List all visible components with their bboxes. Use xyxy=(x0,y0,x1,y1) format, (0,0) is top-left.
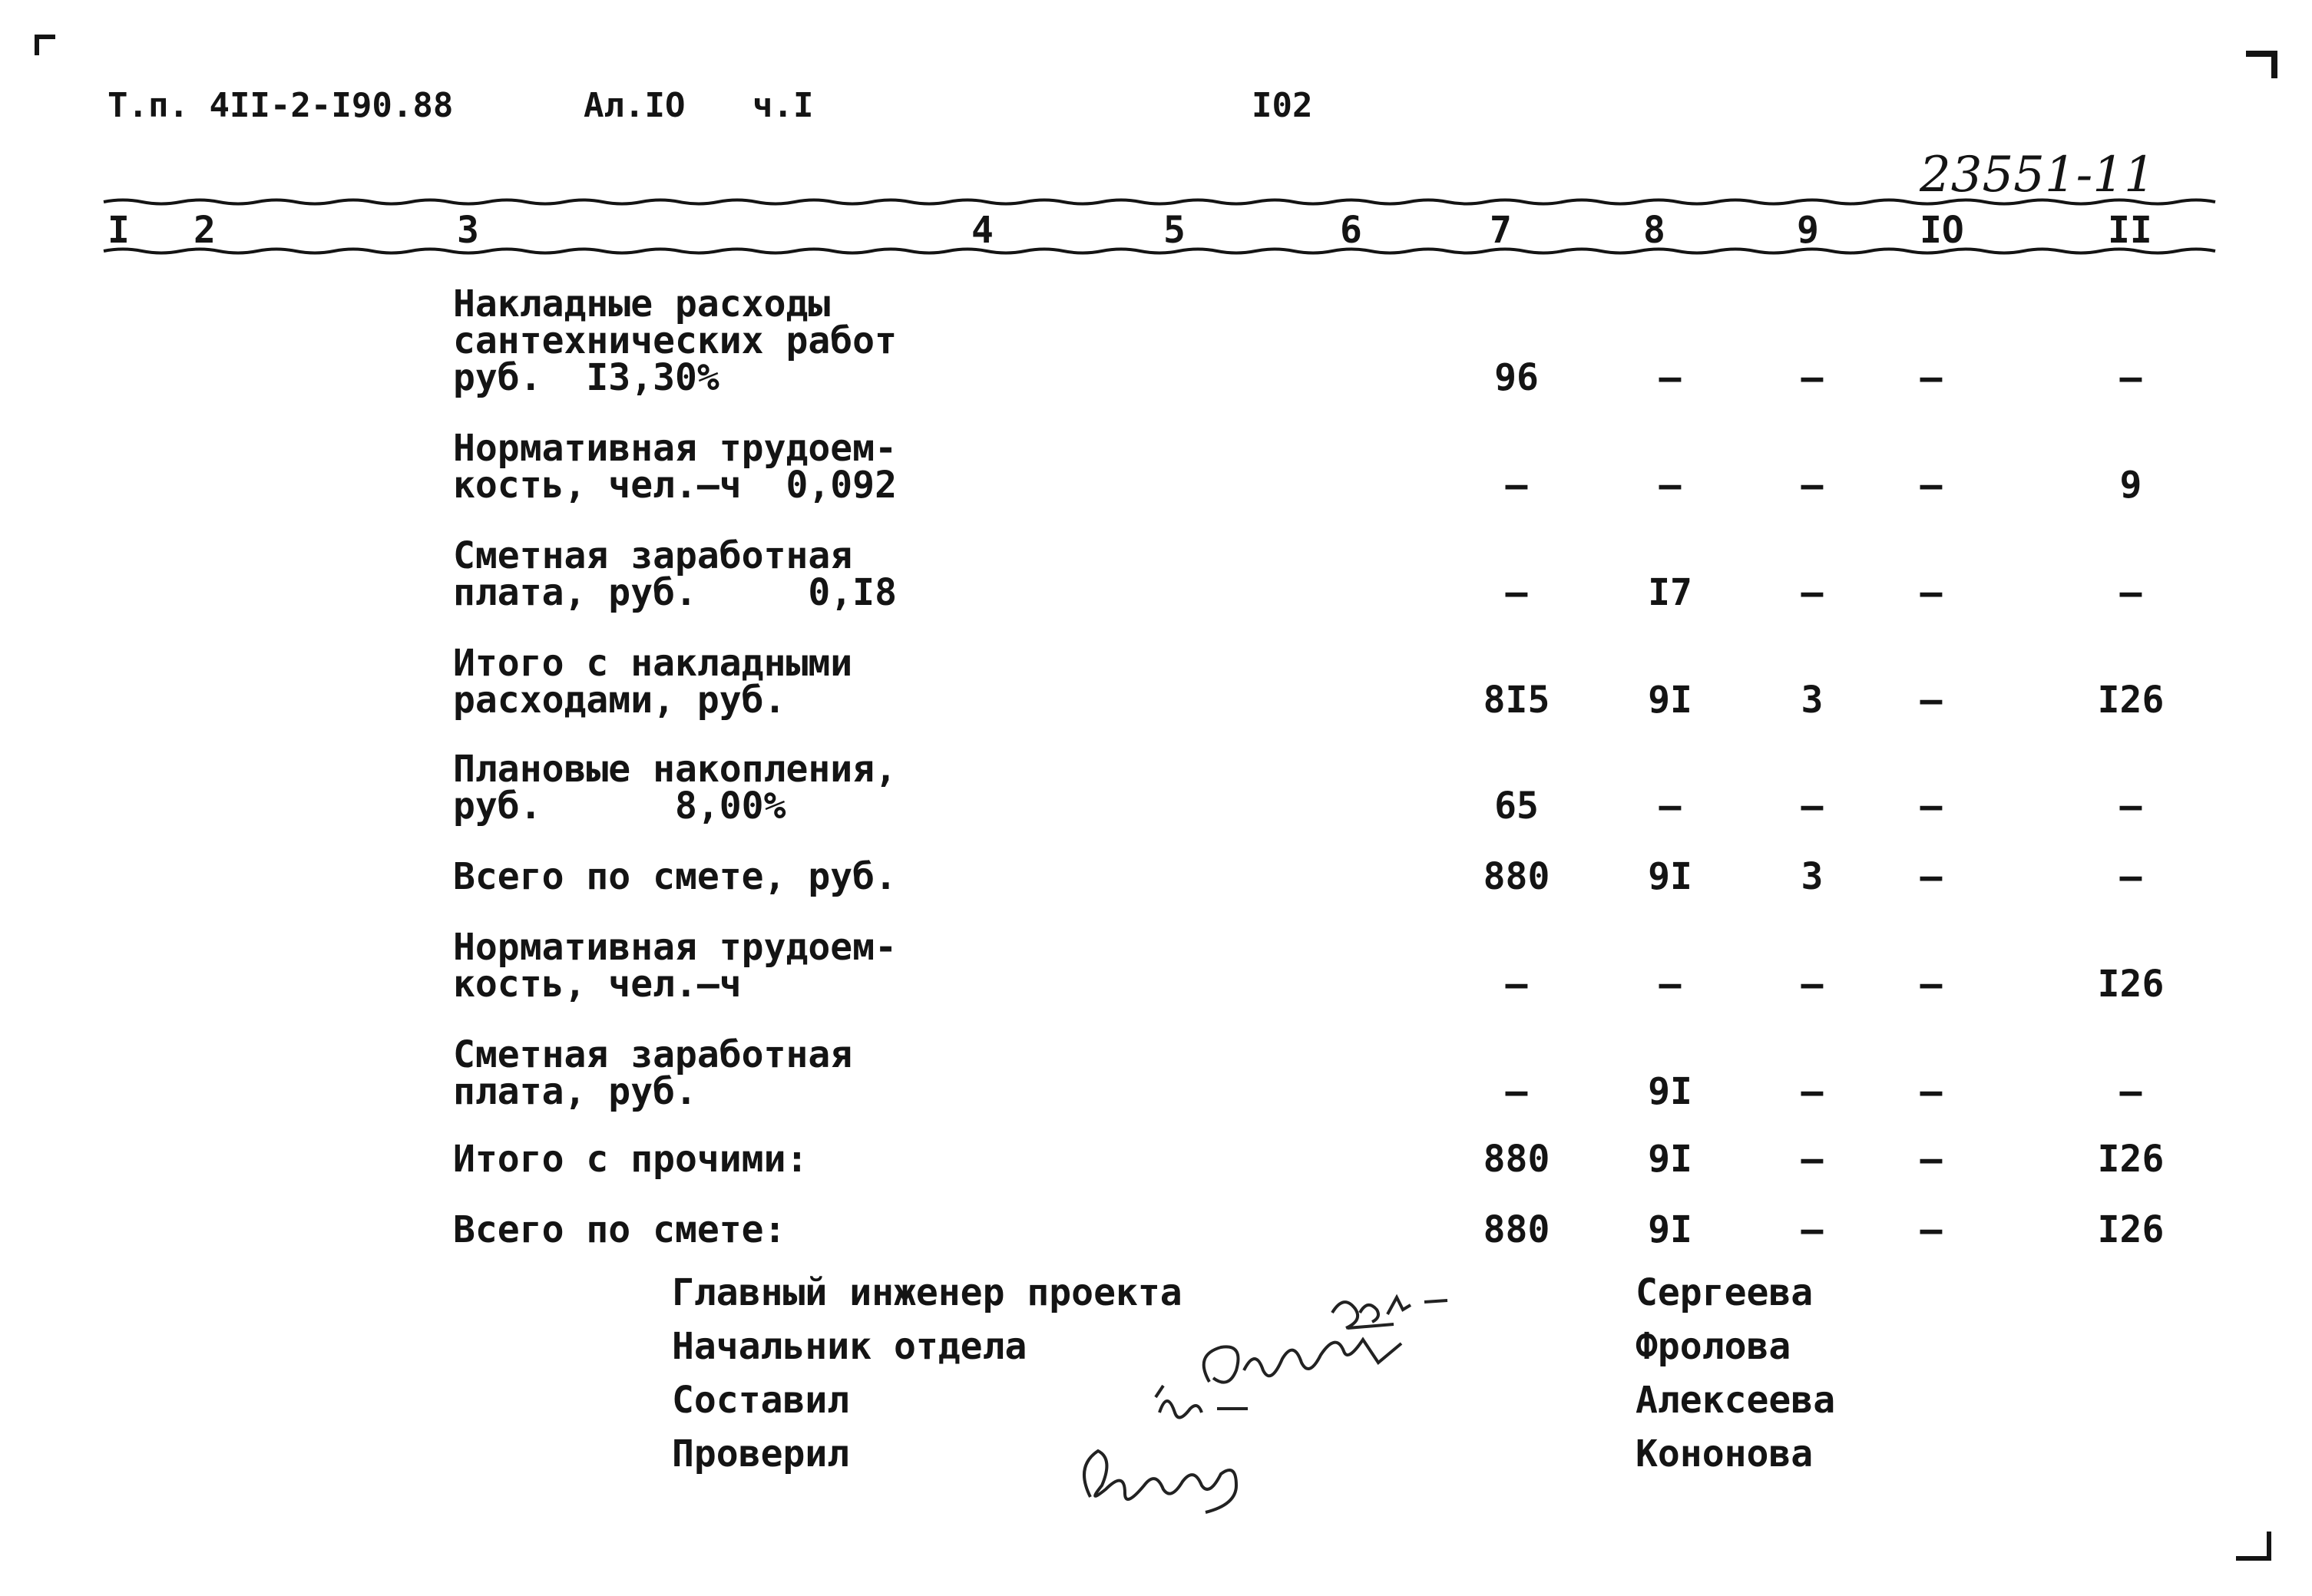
col-number-2: 2 xyxy=(193,209,216,252)
signature-head-of-department xyxy=(1204,1324,1401,1383)
cell-col9: 3 xyxy=(1801,855,1824,898)
cell-col10: – xyxy=(1920,679,1943,722)
row-label-line: Сметная заработная xyxy=(453,534,853,577)
cell-col11: – xyxy=(2119,785,2142,828)
signature-role: Составил xyxy=(672,1379,850,1422)
cell-col10: – xyxy=(1920,855,1943,898)
signature-name: Алексеева xyxy=(1636,1379,1836,1422)
cell-col9: – xyxy=(1801,1208,1824,1251)
row-label-line: Нормативная трудоем- xyxy=(453,427,897,470)
signature-role: Проверил xyxy=(672,1432,850,1475)
cell-col11: – xyxy=(2119,855,2142,898)
col-number-3: 3 xyxy=(457,209,479,252)
signature-role: Начальник отдела xyxy=(672,1325,1027,1368)
col-number-8: 8 xyxy=(1643,209,1665,252)
cell-col7: 880 xyxy=(1483,1208,1550,1251)
cell-col8: – xyxy=(1659,785,1682,828)
cell-col8: 9I xyxy=(1648,1208,1692,1251)
cell-col11: I26 xyxy=(2097,1138,2165,1181)
row-label-line: Сметная заработная xyxy=(453,1033,853,1076)
cell-col10: – xyxy=(1920,1070,1943,1113)
cell-col11: – xyxy=(2119,1070,2142,1113)
corner-mark-top-left xyxy=(37,37,55,55)
col-number-7: 7 xyxy=(1490,209,1512,252)
cell-col11: I26 xyxy=(2097,679,2165,722)
cell-col8: 9I xyxy=(1648,679,1692,722)
cell-col7: – xyxy=(1505,571,1528,614)
row-label-line: Итого с прочими: xyxy=(453,1138,809,1181)
cell-col7: 8I5 xyxy=(1483,679,1550,722)
col-number-6: 6 xyxy=(1340,209,1362,252)
signature-name: Сергеева xyxy=(1636,1271,1814,1314)
cell-col8: – xyxy=(1659,464,1682,507)
row-label-line: кость, чел.–ч xyxy=(453,963,742,1006)
row-label-line: Накладные расходы xyxy=(453,283,831,325)
cell-col9: 3 xyxy=(1801,679,1824,722)
cell-col7: 880 xyxy=(1483,1138,1550,1181)
cell-col9: – xyxy=(1801,785,1824,828)
cell-col9: – xyxy=(1801,464,1824,507)
row-label-line: Нормативная трудоем- xyxy=(453,926,897,969)
row-label-line: плата, руб. xyxy=(453,1070,697,1113)
cell-col8: – xyxy=(1659,356,1682,399)
cell-col10: – xyxy=(1920,1208,1943,1251)
row-label-line: Плановые накопления, xyxy=(453,748,897,791)
cell-col8: I7 xyxy=(1648,571,1692,614)
table-header-rule xyxy=(104,249,2215,253)
col-number-11: II xyxy=(2108,209,2152,252)
cell-col8: – xyxy=(1659,963,1682,1006)
cell-col7: – xyxy=(1505,1070,1528,1113)
cell-col11: I26 xyxy=(2097,1208,2165,1251)
signature-compiled-by xyxy=(1156,1386,1248,1417)
album-label: Ал.IO xyxy=(584,86,686,125)
cell-col8: 9I xyxy=(1648,1138,1692,1181)
row-label-line: сантехнических работ xyxy=(453,319,897,362)
row-label-line: кость, чел.–ч 0,092 xyxy=(453,464,897,507)
cell-col8: 9I xyxy=(1648,855,1692,898)
part-label: ч.I xyxy=(752,86,814,125)
cell-col7: – xyxy=(1505,464,1528,507)
signature-role: Главный инженер проекта xyxy=(672,1271,1182,1314)
corner-mark-bottom-right xyxy=(2236,1532,2269,1558)
corner-mark-top-right xyxy=(2246,54,2274,78)
row-label-line: Всего по смете: xyxy=(453,1208,786,1251)
cell-col10: – xyxy=(1920,1138,1943,1181)
cell-col11: I26 xyxy=(2097,963,2165,1006)
cell-col10: – xyxy=(1920,571,1943,614)
col-number-1: I xyxy=(107,209,130,252)
cell-col9: – xyxy=(1801,356,1824,399)
col-number-4: 4 xyxy=(971,209,994,252)
cell-col11: 9 xyxy=(2119,464,2142,507)
cell-col7: – xyxy=(1505,963,1528,1006)
archive-number: 23551-11 xyxy=(1920,147,2155,203)
cell-col11: – xyxy=(2119,571,2142,614)
col-number-10: IO xyxy=(1920,209,1964,252)
row-label-line: плата, руб. 0,I8 xyxy=(453,571,897,614)
cell-col9: – xyxy=(1801,571,1824,614)
cell-col10: – xyxy=(1920,963,1943,1006)
cell-col7: 96 xyxy=(1494,356,1539,399)
signature-checked-by xyxy=(1084,1451,1236,1512)
cell-col9: – xyxy=(1801,1070,1824,1113)
cell-col10: – xyxy=(1920,785,1943,828)
row-label-line: расходами, руб. xyxy=(453,679,786,722)
signature-name: Фролова xyxy=(1636,1325,1791,1368)
signature-name: Кононова xyxy=(1636,1432,1814,1475)
cell-col9: – xyxy=(1801,1138,1824,1181)
cell-col7: 65 xyxy=(1494,785,1539,828)
cell-col10: – xyxy=(1920,356,1943,399)
col-number-5: 5 xyxy=(1163,209,1186,252)
cell-col7: 880 xyxy=(1483,855,1550,898)
cell-col11: – xyxy=(2119,356,2142,399)
page-number: I02 xyxy=(1252,86,1313,125)
row-label-line: Итого с накладными xyxy=(453,642,853,685)
row-label-line: руб. 8,00% xyxy=(453,785,786,828)
doc-id: Т.п. 4II-2-I90.88 xyxy=(107,86,454,125)
table-top-rule xyxy=(104,200,2215,204)
cell-col8: 9I xyxy=(1648,1070,1692,1113)
row-label-line: руб. I3,30% xyxy=(453,356,719,399)
row-label-line: Всего по смете, руб. xyxy=(453,855,897,898)
cell-col10: – xyxy=(1920,464,1943,507)
col-number-9: 9 xyxy=(1797,209,1819,252)
cell-col9: – xyxy=(1801,963,1824,1006)
